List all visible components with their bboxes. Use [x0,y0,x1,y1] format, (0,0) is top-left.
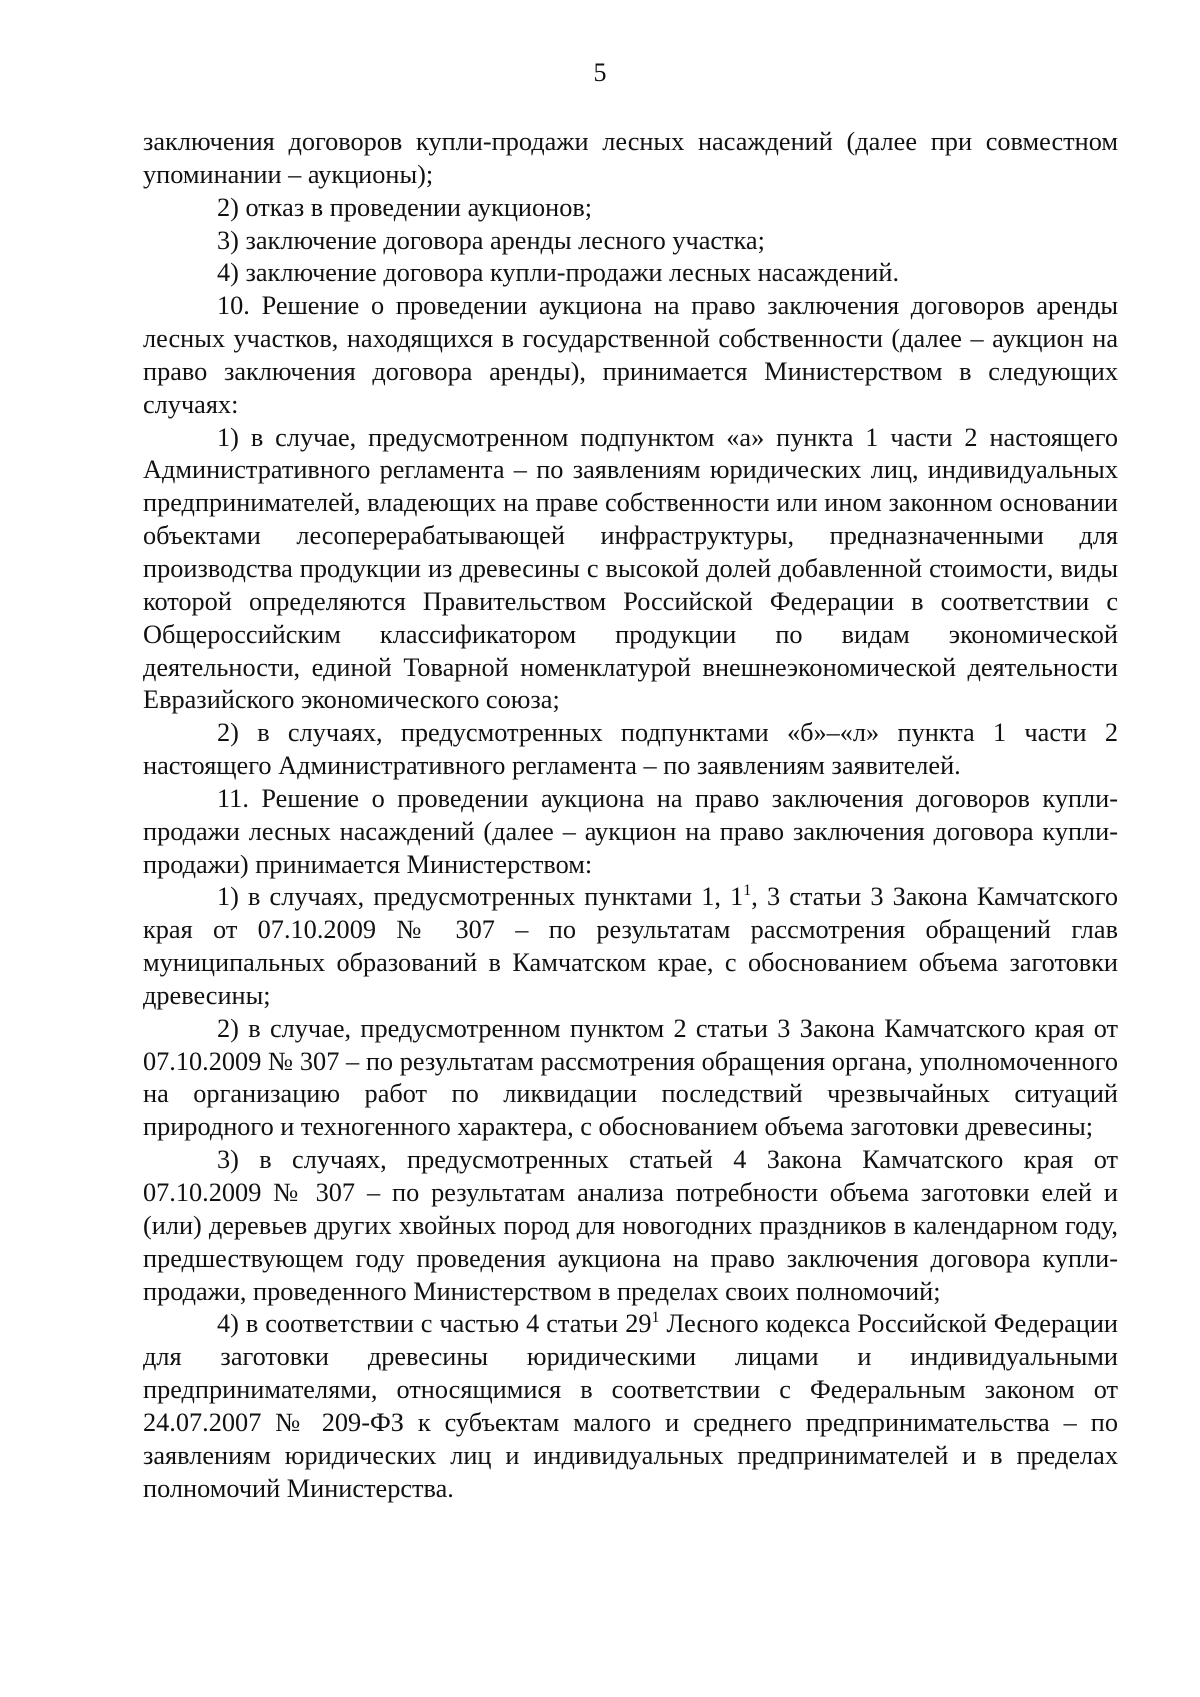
superscript: 1 [651,1309,660,1327]
paragraph-text-part: 4) в соответствии с частью 4 статьи 29 [217,1309,652,1339]
paragraph-clause-11: 11. Решение о проведении аукциона на право заключения договоров купли-продажи лесных насаждений (далее – аукцион на право заключения договора купли-продажи) принимается Министерством: [143,783,1118,879]
list-item-sale-contract: 4) заключение договора купли-продажи лесных насаждений. [217,258,900,288]
paragraph-clause-11-item-1 [143,881,1118,1012]
page-number: 5 [593,58,607,87]
paragraph-text-part: , 3 статьи 3 Закона Камчатского края от 07.10.2009 № 307 – по результатам рассмотрения обращений глав муниципальных образований в Камчатском крае, с обоснованием объема заготовки древесины; [143,882,1118,1010]
superscript: 1 [743,882,752,900]
paragraph-clause-10: 10. Решение о проведении аукциона на право заключения договоров аренды лесных участков, находящихся в государственной собственности (далее – аукцион на право заключения договора аренды), принимается Министерством в следующих случаях: [143,291,1118,419]
list-item-refusal: 2) отказ в проведении аукционов; [217,192,593,222]
paragraph-text-part: 1) в случаях, предусмотренных пунктами 1, 1 [217,882,744,912]
paragraph-clause-11-item-3: 3) в случаях, предусмотренных статьей 4 Закона Камчатского края от 07.10.2009 № 307 – по результатам анализа потребности объема заготовки елей и (или) деревьев других хвойных пород для новогодних праздников в календарном году, предшествующем году проведения аукциона на право заключения договора купли-продажи, проведенного Министерством в пределах своих полномочий; [143,1145,1118,1306]
paragraph-continuation: заключения договоров купли-продажи лесных насаждений (далее при совместном упоминании – аукционы); [143,127,1118,189]
document-body [143,126,1118,1505]
paragraph-clause-10-item-1: 1) в случае, предусмотренном подпунктом «а» пункта 1 части 2 настоящего Административного регламента – по заявлениям юридических лиц, индивидуальных предпринимателей, владеющих на праве собственности или ином законном основании объектами лесоперерабатывающей инфраструктуры, предназначенными для производства продукции из древесины с высокой долей добавленной стоимости, виды которой определяются Правительством Российской Федерации в соответствии с Общероссийским классификатором продукции по видам экономической деятельности, единой Товарной номенклатурой внешнеэкономической деятельности Евразийского экономического союза; [143,422,1118,715]
paragraph-clause-11-item-4 [143,1308,1118,1505]
list-item-lease-contract: 3) заключение договора аренды лесного участка; [217,225,765,255]
paragraph-clause-11-item-2: 2) в случае, предусмотренном пунктом 2 статьи 3 Закона Камчатского края от 07.10.2009 № 307 – по результатам рассмотрения обращения органа, уполномоченного на организацию работ по ликвидации последствий чрезвычайных ситуаций природного и техногенного характера, с обоснованием объема заготовки древесины; [143,1013,1118,1142]
paragraph-text-part: Лесного кодекса Российской Федерации для заготовки древесины юридическими лицами и индивидуальными предпринимателями, относящимися в соответствии с Федеральным законом от 24.07.2007 № 209-ФЗ к субъектам малого и среднего предпринимательства – по заявлениям юридических лиц и индивидуальных предпринимателей и в пределах полномочий Министерства. [143,1309,1118,1503]
paragraph-clause-10-item-2: 2) в случаях, предусмотренных подпунктами «б»–«л» пункта 1 части 2 настоящего Административного регламента – по заявлениям заявителей. [143,718,1118,781]
